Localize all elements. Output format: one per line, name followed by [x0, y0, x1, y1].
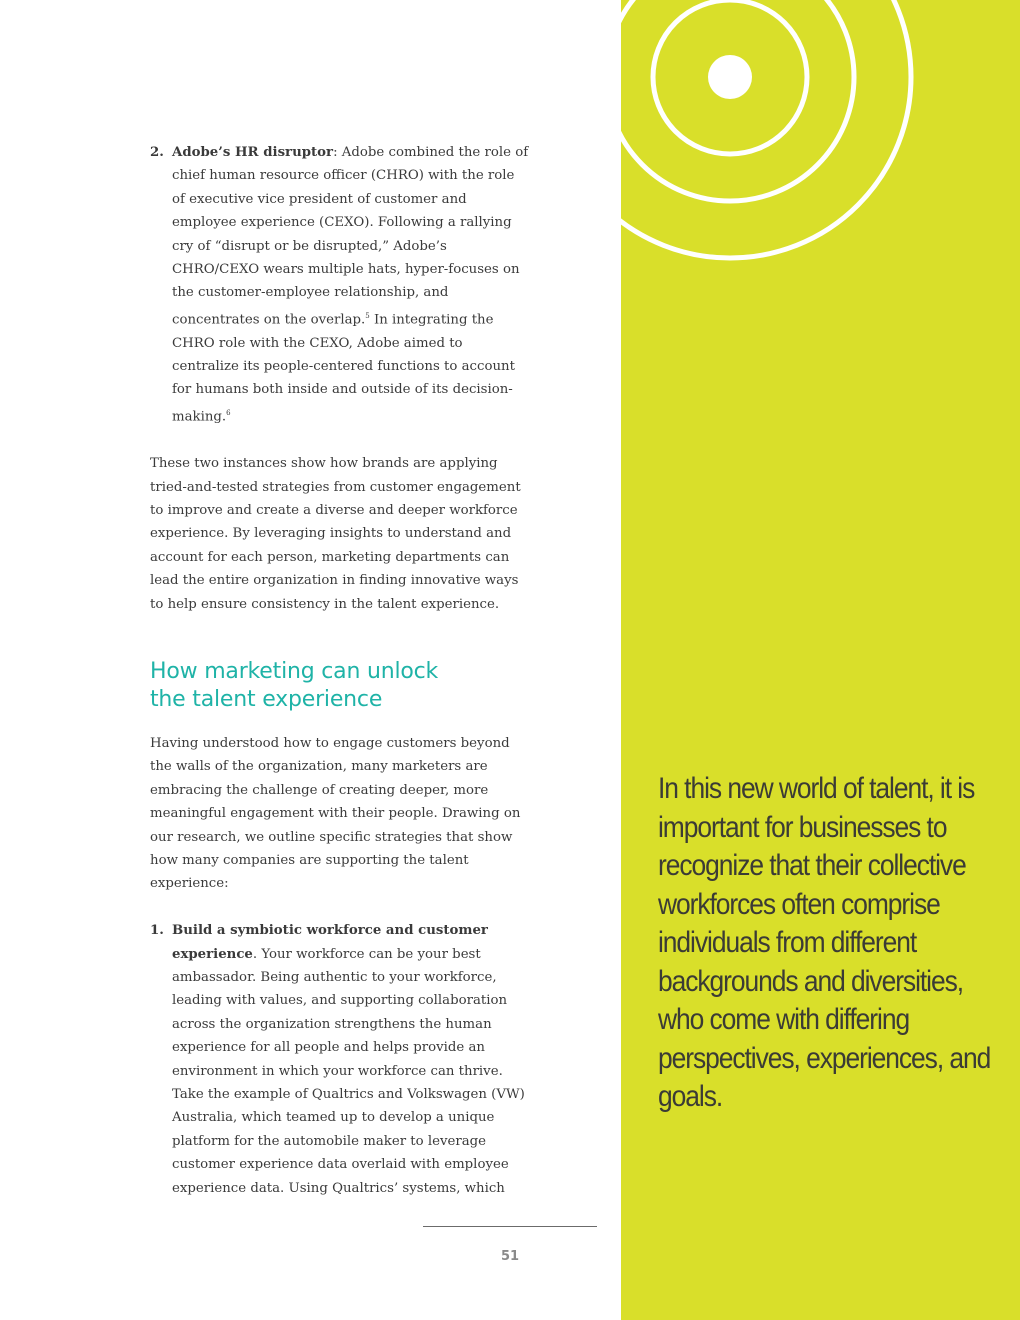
list-item-body: : Adobe combined the role of chief human resource officer (CHRO) with the role of executive vice president of customer and employee experience (CEXO). Following a rallying cry of “disrupt or be disrupted,” Adobe’s CHRO/CEXO wears multiple hats, hyper-focuses on the customer-employee relationship, and concentrates on the overlap. [172, 145, 529, 328]
body-paragraph: These two instances show how brands are applying tried-and-tested strategies from customer engagement to improve and create a diverse and deeper workforce experience. By leveraging insights to understand and account for each person, marketing departments can lead the entire organization in finding innovative ways to help ensure consistency in the talent experience. [150, 456, 521, 612]
page-number: 51 [500, 1249, 520, 1264]
sidebar-panel [621, 0, 1020, 1320]
footnote-ref[interactable]: 6 [226, 408, 231, 417]
main-column [150, 141, 530, 1200]
list-item-text [172, 141, 530, 429]
section-heading-line: How marketing can unlock [150, 658, 439, 684]
list-item-body-cont: In integrating the CHRO role with the CEXO, Adobe aimed to centralize its people-centered functions to account for humans both inside and outside of its decision-making. [172, 312, 515, 425]
list-item-lead: Adobe’s HR disruptor [172, 145, 334, 160]
list-number: 1. [150, 923, 164, 939]
list-item-adobe [150, 141, 530, 429]
section-heading [150, 658, 530, 714]
ring-center [708, 55, 752, 99]
list-number: 2. [150, 145, 164, 160]
concentric-rings-graphic [621, 0, 1020, 300]
list-item-body: . Your workforce can be your best ambassador. Being authentic to your workforce, leading with values, and supporting collaboration across the organization strengthens the human experience for all people and helps provide an environment in which your workforce can thrive. Take the example of Qualtrics and Volkswagen (VW) Australia, which teamed up to develop a unique platform for the automobile maker to leverage customer experience data overlaid with employee experience data. Using Qualtrics’ systems, which [172, 946, 525, 1196]
footnote-ref[interactable]: 5 [365, 311, 370, 320]
list-item-symbiotic [150, 919, 530, 1200]
section-heading-line: the talent experience [150, 686, 383, 712]
pull-quote: In this new world of talent, it is important for businesses to recognize that their collective workforces often comprise individuals from different backgrounds and diversities, who come with differing perspectives, experiences, and goals. [658, 772, 991, 1113]
body-paragraph: Having understood how to engage customers beyond the walls of the organization, many marketers are embracing the challenge of creating deeper, more meaningful engagement with their people. Drawing on our research, we outline specific strategies that show how many companies are supporting the talent experience: [150, 735, 521, 892]
list-item-lead: Build a symbiotic workforce and customer experience [172, 923, 488, 962]
list-item-text [172, 919, 530, 1200]
footer-divider [423, 1226, 597, 1227]
